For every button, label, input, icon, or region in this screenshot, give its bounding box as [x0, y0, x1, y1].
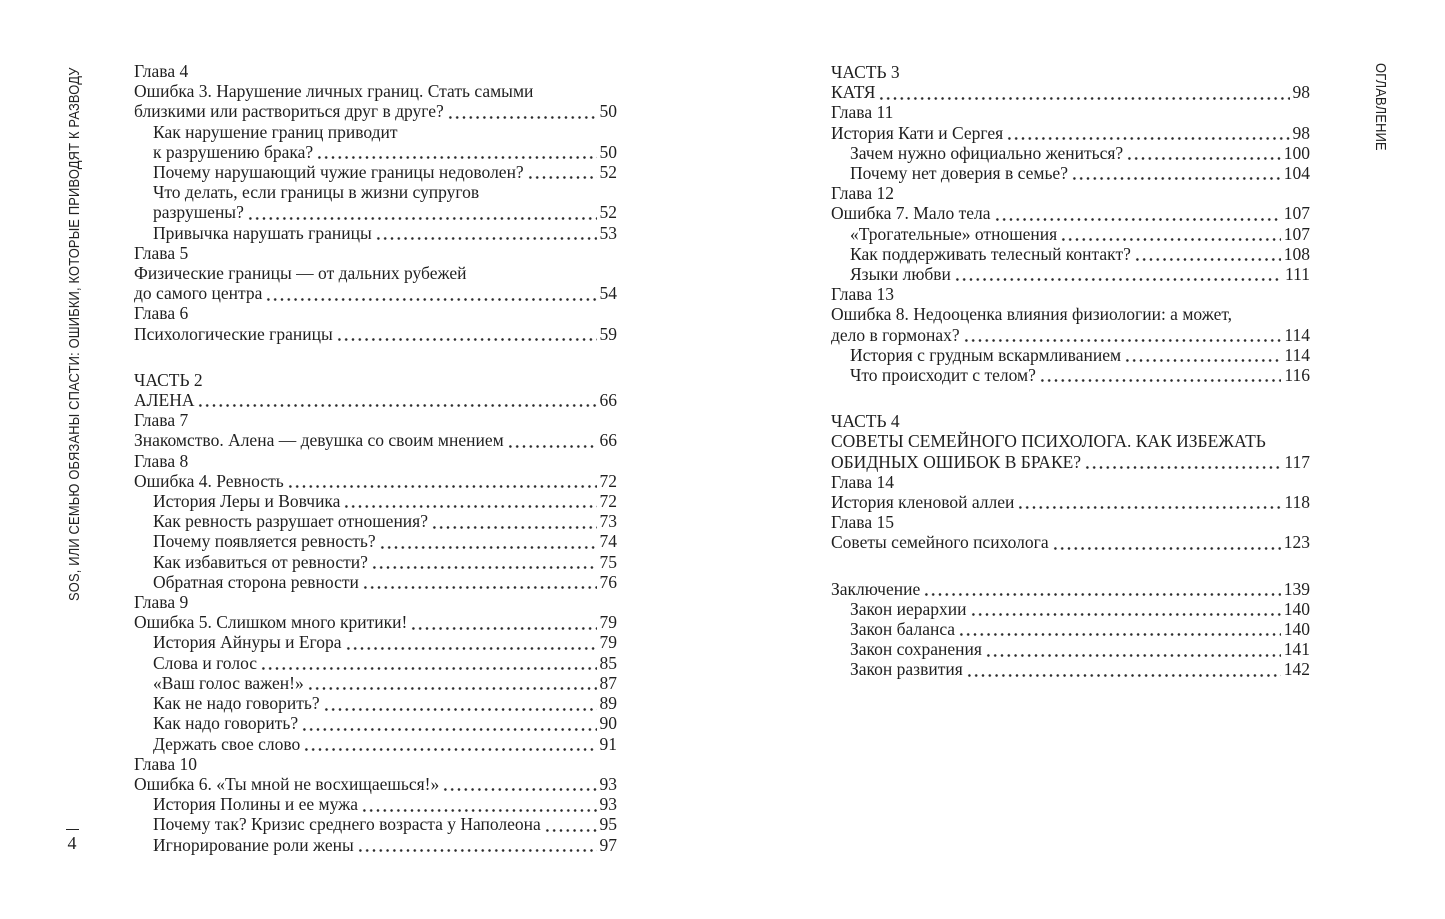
dot-leader	[1124, 345, 1281, 365]
toc-entry-page-ref: 79	[599, 612, 617, 633]
toc-entry-title: Как поддерживать телесный контакт?	[850, 243, 1131, 264]
toc-entry	[134, 713, 617, 733]
toc-entry	[831, 619, 1310, 639]
toc-entry-title: Закон развития	[850, 659, 963, 680]
toc-entry	[134, 814, 617, 834]
toc-entry-title: Глава 8	[134, 450, 189, 471]
toc-entry	[134, 81, 617, 101]
toc-entry-page-ref: 142	[1283, 659, 1310, 680]
toc-entry	[134, 451, 617, 471]
toc-entry-page-ref: 140	[1283, 619, 1310, 640]
toc-entry-page-ref: 108	[1283, 243, 1310, 264]
dot-leader	[994, 203, 1281, 223]
toc-entry	[134, 511, 617, 531]
toc-entry-title: близкими или раствориться друг в друге?	[134, 101, 444, 122]
toc-entry	[831, 532, 1310, 552]
dot-leader	[923, 579, 1281, 599]
toc-entry-title: Физические границы — от дальних рубежей	[134, 263, 467, 284]
toc-entry	[831, 452, 1310, 472]
toc-entry	[831, 304, 1310, 324]
toc-entry-title: АЛЕНА	[134, 390, 195, 411]
dot-leader	[1126, 143, 1281, 163]
toc-entry-title: СОВЕТЫ СЕМЕЙНОГО ПСИХОЛОГА. КАК ИЗБЕЖАТЬ	[831, 431, 1266, 452]
toc-entry	[134, 101, 617, 121]
toc-entry-page-ref: 85	[599, 652, 617, 673]
toc-entry	[831, 244, 1310, 264]
toc-entry-title: Глава 14	[831, 471, 894, 492]
toc-column-left	[134, 61, 617, 855]
toc-entry-page-ref: 91	[599, 733, 617, 754]
dot-leader	[1084, 452, 1281, 472]
toc-entry-title: Ошибка 3. Нарушение личных границ. Стать самыми	[134, 81, 534, 102]
toc-entry	[134, 491, 617, 511]
toc-entry	[134, 572, 617, 592]
toc-entry-page-ref: 95	[599, 814, 617, 835]
toc-entry-page-ref: 72	[599, 491, 617, 512]
toc-entry-title: Игнорирование роли жены	[153, 834, 354, 855]
toc-entry	[134, 324, 617, 344]
dot-leader	[447, 101, 597, 121]
toc-entry	[134, 632, 617, 652]
toc-entry-title: КАТЯ	[831, 82, 876, 103]
toc-entry	[134, 612, 617, 632]
dot-leader	[260, 653, 596, 673]
toc-entry-title: Что делать, если границы в жизни супругов	[153, 182, 480, 203]
toc-section-gap	[134, 344, 617, 370]
toc-entry-page-ref: 50	[599, 141, 617, 162]
dot-leader	[197, 390, 596, 410]
toc-entry	[831, 472, 1310, 492]
toc-entry-title: История Кати и Сергея	[831, 122, 1004, 143]
toc-entry	[134, 673, 617, 693]
dot-leader	[442, 774, 596, 794]
toc-entry-title: Ошибка 6. «Ты мной не восхищаешься!»	[134, 773, 440, 794]
toc-entry-page-ref: 54	[599, 283, 617, 304]
toc-entry-page-ref: 52	[599, 162, 617, 183]
toc-entry	[134, 531, 617, 551]
toc-entry-title: Языки любви	[850, 264, 951, 285]
dot-leader	[431, 511, 597, 531]
toc-entry	[831, 639, 1310, 659]
toc-entry-title: Ошибка 5. Слишком много критики!	[134, 612, 408, 633]
toc-entry	[134, 794, 617, 814]
toc-entry-title: Глава 7	[134, 410, 189, 431]
toc-entry-title: История с грудным вскармливанием	[850, 344, 1122, 365]
toc-entry	[831, 82, 1310, 102]
dot-leader	[357, 835, 597, 855]
toc-entry	[134, 754, 617, 774]
toc-entry	[134, 370, 617, 390]
dot-leader	[544, 814, 597, 834]
toc-entry-page-ref: 76	[599, 571, 617, 592]
toc-entry-title: Зачем нужно официально жениться?	[850, 142, 1124, 163]
toc-entry-page-ref: 117	[1284, 451, 1310, 472]
toc-entry	[134, 693, 617, 713]
toc-entry-title: Как надо говорить?	[153, 713, 299, 734]
toc-entry	[831, 492, 1310, 512]
dot-leader	[985, 639, 1281, 659]
toc-entry-title: до самого центра	[134, 283, 263, 304]
dot-leader	[343, 491, 596, 511]
toc-entry-title: Почему нарушающий чужие границы недоволен?	[153, 162, 524, 183]
toc-entry-page-ref: 107	[1283, 203, 1310, 224]
toc-entry-page-ref: 93	[599, 794, 617, 815]
toc-entry-title: Глава 11	[831, 102, 894, 123]
toc-entry-page-ref: 97	[599, 834, 617, 855]
dot-leader	[970, 599, 1281, 619]
toc-entry-page-ref: 50	[599, 101, 617, 122]
toc-entry-title: Как ревность разрушает отношения?	[153, 511, 428, 532]
toc-entry-page-ref: 98	[1292, 82, 1310, 103]
toc-entry-title: Психологические границы	[134, 323, 333, 344]
toc-entry-title: Как избавиться от ревности?	[153, 551, 368, 572]
toc-entry	[134, 390, 617, 410]
toc-entry-title: Как не надо говорить?	[153, 693, 320, 714]
toc-entry-title: Ошибка 7. Мало тела	[831, 203, 991, 224]
toc-entry-page-ref: 74	[599, 531, 617, 552]
toc-entry	[831, 325, 1310, 345]
dot-leader	[954, 264, 1282, 284]
toc-section-gap	[831, 553, 1310, 579]
toc-entry-title: к разрушению брака?	[153, 141, 314, 162]
page-number: 4	[67, 833, 77, 853]
dot-leader	[507, 430, 597, 450]
toc-entry	[831, 599, 1310, 619]
dot-leader	[303, 734, 596, 754]
toc-entry	[831, 431, 1310, 451]
dot-leader	[966, 659, 1281, 679]
toc-entry-page-ref: 52	[599, 202, 617, 223]
toc-entry	[831, 102, 1310, 122]
toc-entry-title: Глава 5	[134, 242, 189, 263]
toc-entry	[134, 835, 617, 855]
toc-entry-title: Знакомство. Алена — девушка со своим мнением	[134, 430, 504, 451]
toc-entry	[134, 263, 617, 283]
toc-entry-title: Глава 15	[831, 512, 894, 533]
toc-entry-title: История Леры и Вовчика	[153, 491, 341, 512]
toc-entry	[831, 203, 1310, 223]
toc-entry-title: Закон иерархии	[850, 598, 967, 619]
toc-entry	[831, 659, 1310, 679]
toc-entry-page-ref: 111	[1285, 264, 1310, 285]
toc-entry-page-ref: 72	[599, 470, 617, 491]
toc-entry	[134, 592, 617, 612]
dot-leader	[345, 632, 597, 652]
toc-entry	[134, 471, 617, 491]
dot-leader	[361, 794, 597, 814]
toc-entry	[134, 61, 617, 81]
toc-entry-title: Слова и голос	[153, 652, 258, 673]
toc-section-gap	[831, 385, 1310, 411]
dot-leader	[247, 202, 597, 222]
toc-entry	[134, 430, 617, 450]
dot-leader	[323, 693, 597, 713]
toc-entry	[134, 202, 617, 222]
toc-entry	[831, 224, 1310, 244]
toc-entry-page-ref: 87	[599, 672, 617, 693]
toc-entry	[831, 365, 1310, 385]
toc-entry-title: Глава 12	[831, 183, 894, 204]
toc-entry-page-ref: 79	[599, 632, 617, 653]
toc-entry	[134, 182, 617, 202]
toc-entry-page-ref: 139	[1283, 578, 1310, 599]
toc-entry-title: Советы семейного психолога	[831, 532, 1049, 553]
toc-entry-page-ref: 90	[599, 713, 617, 734]
toc-entry-title: Глава 6	[134, 303, 189, 324]
toc-entry-page-ref: 73	[599, 511, 617, 532]
toc-entry-title: «Ваш голос важен!»	[153, 672, 304, 693]
toc-entry-page-ref: 89	[599, 693, 617, 714]
toc-entry-title: «Трогательные» отношения	[850, 223, 1058, 244]
dot-leader	[265, 283, 596, 303]
dot-leader	[1052, 532, 1281, 552]
toc-entry-title: Заключение	[831, 578, 921, 599]
dot-leader	[878, 82, 1289, 102]
toc-entry-page-ref: 59	[599, 323, 617, 344]
toc-entry-title: Ошибка 8. Недооценка влияния физиологии: а может,	[831, 304, 1233, 325]
dot-leader	[1060, 224, 1281, 244]
toc-entry-page-ref: 66	[599, 430, 617, 451]
toc-entry-page-ref: 104	[1283, 163, 1310, 184]
toc-entry-page-ref: 93	[599, 773, 617, 794]
toc-entry-title: История Айнуры и Егора	[153, 632, 342, 653]
dot-leader	[375, 223, 597, 243]
toc-entry	[831, 143, 1310, 163]
toc-entry	[831, 579, 1310, 599]
toc-header-vertical: ОГЛАВЛЕНИЕ	[1372, 63, 1389, 151]
toc-entry-title: Обратная сторона ревности	[153, 571, 359, 592]
dot-leader	[336, 324, 597, 344]
toc-entry-title: Глава 10	[134, 753, 197, 774]
toc-entry-title: Закон баланса	[850, 619, 956, 640]
dot-leader	[379, 531, 597, 551]
toc-entry-title: Ошибка 4. Ревность	[134, 470, 284, 491]
toc-entry	[831, 411, 1310, 431]
toc-entry-title: Держать свое слово	[153, 733, 301, 754]
dot-leader	[410, 612, 596, 632]
toc-entry-title: дело в гормонах?	[831, 324, 960, 345]
toc-entry-title: Как нарушение границ приводит	[153, 121, 398, 142]
toc-entry-title: Почему так? Кризис среднего возраста у Наполеона	[153, 814, 541, 835]
toc-entry	[134, 122, 617, 142]
dot-leader	[362, 572, 597, 592]
toc-entry	[831, 264, 1310, 284]
dot-leader	[301, 713, 596, 733]
toc-entry-page-ref: 98	[1292, 122, 1310, 143]
toc-entry-title: Глава 4	[134, 61, 189, 81]
dot-leader	[963, 325, 1282, 345]
dot-leader	[527, 162, 597, 182]
toc-entry	[134, 162, 617, 182]
dot-leader	[316, 142, 596, 162]
toc-entry	[134, 410, 617, 430]
toc-entry-title: Что происходит с телом?	[850, 365, 1036, 386]
toc-entry	[831, 512, 1310, 532]
running-title-vertical: SOS, ИЛИ СЕМЬЮ ОБЯЗАНЫ СПАСТИ: ОШИБКИ, КОТОРЫЕ ПРИВОДЯТ К РАЗВОДУ	[66, 67, 83, 601]
toc-entry	[831, 62, 1310, 82]
toc-entry-page-ref: 140	[1283, 598, 1310, 619]
toc-entry-title: История Полины и ее мужа	[153, 794, 358, 815]
toc-entry-page-ref: 123	[1283, 532, 1310, 553]
toc-entry-page-ref: 100	[1283, 142, 1310, 163]
toc-entry	[134, 142, 617, 162]
toc-entry-title: Привычка нарушать границы	[153, 222, 372, 243]
toc-entry	[134, 653, 617, 673]
toc-entry	[134, 223, 617, 243]
dot-leader	[371, 552, 597, 572]
toc-entry-page-ref: 114	[1284, 344, 1310, 365]
dot-leader	[1134, 244, 1281, 264]
dot-leader	[1071, 163, 1281, 183]
dot-leader	[1017, 492, 1281, 512]
toc-entry-title: Почему появляется ревность?	[153, 531, 376, 552]
toc-entry-page-ref: 114	[1284, 324, 1310, 345]
toc-entry-title: Закон сохранения	[850, 639, 982, 660]
toc-entry-title: Глава 13	[831, 284, 894, 305]
toc-entry	[134, 283, 617, 303]
toc-entry	[831, 123, 1310, 143]
toc-entry-page-ref: 116	[1284, 365, 1310, 386]
toc-column-right	[831, 62, 1310, 680]
toc-entry-page-ref: 66	[599, 390, 617, 411]
page-number-block	[62, 829, 82, 854]
toc-entry	[134, 303, 617, 323]
toc-entry	[134, 734, 617, 754]
toc-entry-title: разрушены?	[153, 202, 244, 223]
toc-entry-page-ref: 141	[1283, 639, 1310, 660]
toc-entry	[134, 552, 617, 572]
toc-entry	[831, 183, 1310, 203]
toc-entry-page-ref: 75	[599, 551, 617, 572]
toc-entry-title: ЧАСТЬ 4	[831, 411, 900, 432]
dot-leader	[1039, 365, 1282, 385]
dot-leader	[287, 471, 597, 491]
toc-entry-title: Глава 9	[134, 592, 189, 613]
toc-entry-title: ЧАСТЬ 3	[831, 62, 900, 82]
toc-entry-page-ref: 107	[1283, 223, 1310, 244]
toc-entry-page-ref: 53	[599, 222, 617, 243]
toc-entry	[831, 284, 1310, 304]
toc-entry	[134, 243, 617, 263]
dot-leader	[958, 619, 1281, 639]
toc-entry-title: Почему нет доверия в семье?	[850, 163, 1068, 184]
dot-leader	[1006, 123, 1289, 143]
toc-entry-title: История кленовой аллеи	[831, 492, 1015, 513]
toc-entry-title: ЧАСТЬ 2	[134, 369, 203, 390]
toc-entry	[134, 774, 617, 794]
toc-entry-page-ref: 118	[1284, 492, 1310, 513]
toc-entry	[831, 163, 1310, 183]
toc-entry-title: ОБИДНЫХ ОШИБОК В БРАКЕ?	[831, 451, 1082, 472]
toc-entry	[831, 345, 1310, 365]
dot-leader	[307, 673, 597, 693]
page-number-rule	[66, 829, 79, 830]
